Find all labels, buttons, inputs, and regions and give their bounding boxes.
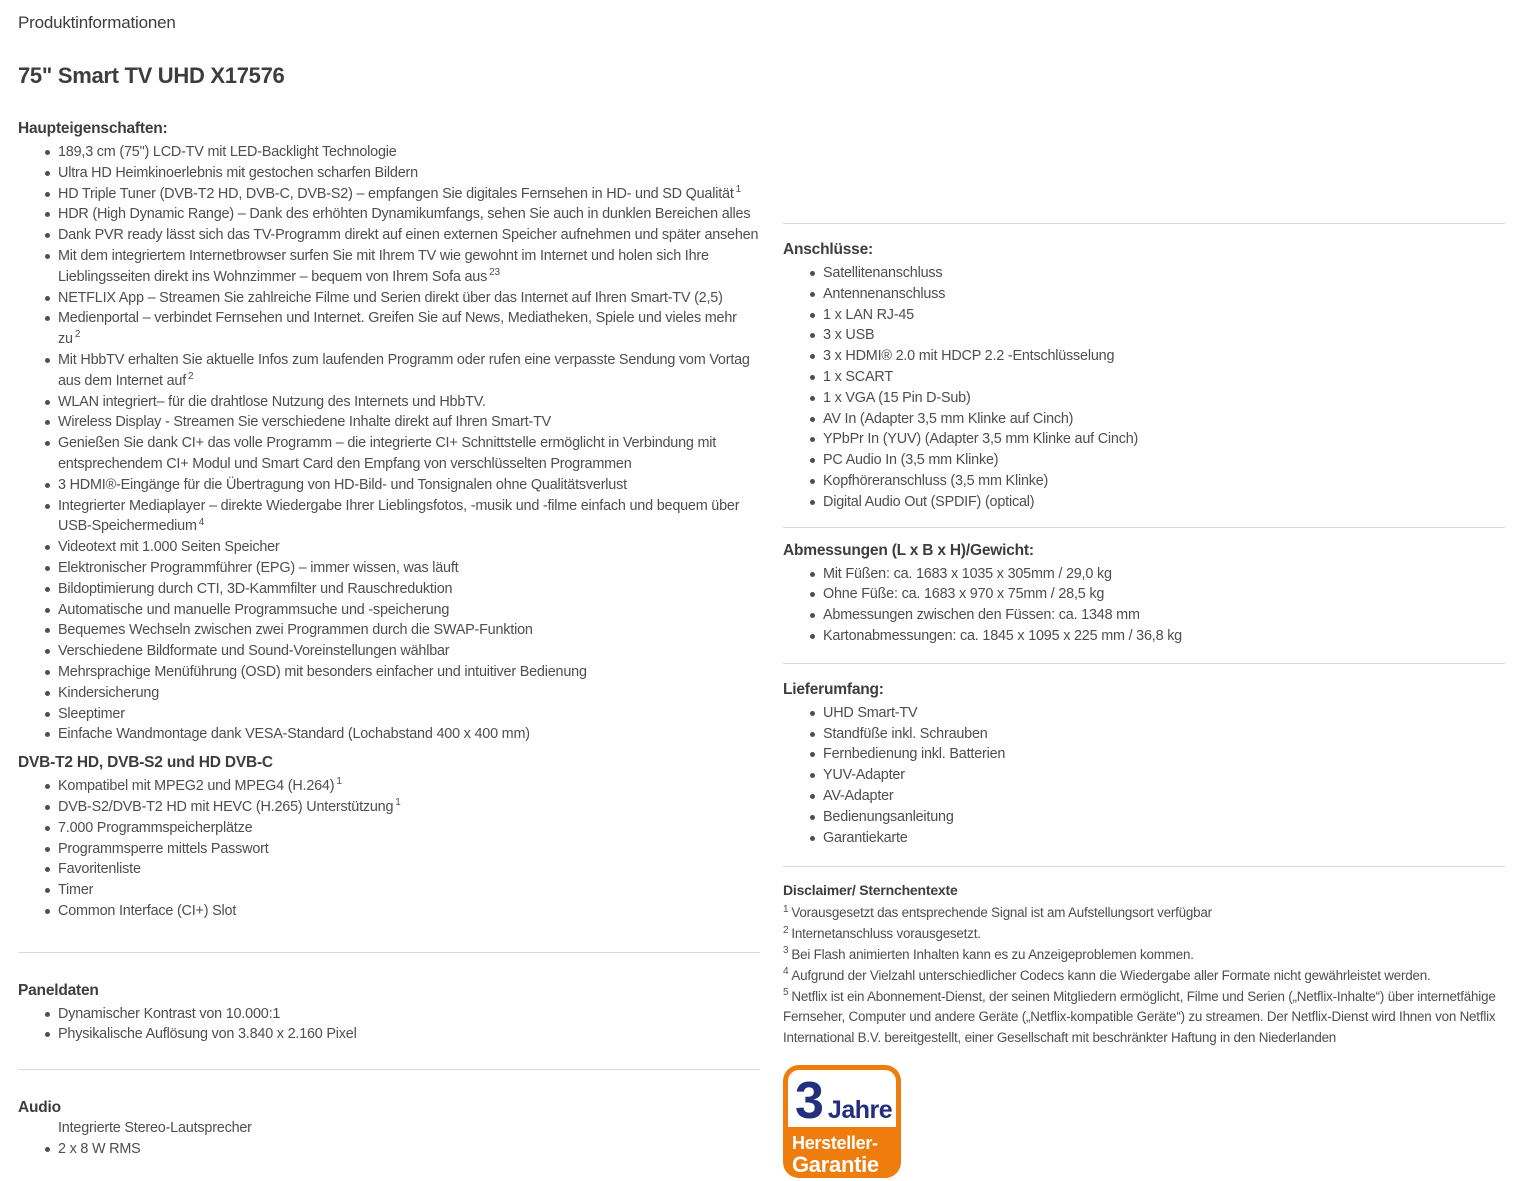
port-list-item: [823, 429, 1505, 450]
feature-list-item: [58, 288, 760, 309]
item-text: Kopfhöreranschluss (3,5 mm Klinke): [823, 472, 1049, 489]
item-text: YPbPr In (YUV) (Adapter 3,5 mm Klinke auf Cinch): [823, 431, 1139, 448]
feature-list-item: [58, 558, 760, 579]
paneldaten-list: [18, 1004, 760, 1046]
item-text: YUV-Adapter: [823, 767, 905, 784]
feature-list-item: [58, 184, 760, 205]
item-text: Timer: [58, 882, 94, 899]
abmessungen-list: [783, 564, 1505, 647]
item-text: Mit Füßen: ca. 1683 x 1035 x 305mm / 29,0 kg: [823, 565, 1112, 582]
item-text: Integrierter Mediaplayer – direkte Wiedergabe Ihrer Lieblingsfotos, -musik und -filme einfach und bequem über USB-Speichermedium: [58, 497, 740, 535]
lieferumfang-list: [783, 703, 1505, 849]
item-text: Genießen Sie dank CI+ das volle Programm – die integrierte CI+ Schnittstelle ermöglicht in Verbindung mit entsprechendem CI+ Modul und Smart Card den Empfang von verschlüsselten Programmen: [58, 435, 717, 472]
item-text: Programmsperre mittels Passwort: [58, 840, 269, 857]
scope-list-item: [823, 724, 1505, 745]
footnote-text: Bei Flash animierten Inhalten kann es zu Anzeigeproblemen kommen.: [791, 946, 1194, 962]
scope-list-item: [823, 765, 1505, 786]
feature-list-item: [58, 620, 760, 641]
section-title-paneldaten: Paneldaten: [18, 981, 99, 999]
feature-list-item: [58, 163, 760, 184]
section-title-lieferumfang: Lieferumfang:: [783, 680, 884, 698]
item-text: Digital Audio Out (SPDIF) (optical): [823, 493, 1035, 510]
section-title-haupteigenschaften: Haupteigenschaften:: [18, 120, 168, 137]
footnote-marker: 2: [188, 370, 194, 382]
item-text: Common Interface (CI+) Slot: [58, 902, 237, 919]
feature-list-item: [58, 579, 760, 600]
warranty-badge-bottom: [788, 1127, 896, 1176]
section-title-disclaimer: Disclaimer/ Sternchentexte: [783, 882, 958, 899]
item-text: 7.000 Programmspeicherplätze: [58, 819, 253, 836]
dvb-list-item: [58, 901, 760, 922]
footnote-number: 1: [783, 903, 789, 915]
feature-list-item: [58, 433, 760, 475]
feature-list-item: [58, 246, 760, 288]
item-text: Automatische und manuelle Programmsuche und -speicherung: [58, 601, 450, 618]
port-list-item: [823, 305, 1505, 326]
port-list-item: [823, 346, 1505, 367]
item-text: Kindersicherung: [58, 684, 159, 701]
port-list-item: [823, 450, 1505, 471]
scope-list-item: [823, 786, 1505, 807]
feature-list-item: [58, 496, 760, 538]
item-text: 1 x LAN RJ-45: [823, 306, 914, 323]
feature-list-item: [58, 683, 760, 704]
footnote-marker: 23: [489, 266, 500, 278]
footnote: [783, 945, 1505, 966]
footnotes: [783, 903, 1505, 1049]
port-list-item: [823, 367, 1505, 388]
item-text: Dynamischer Kontrast von 10.000:1: [58, 1005, 281, 1022]
port-list-item: [823, 492, 1505, 513]
item-text: PC Audio In (3,5 mm Klinke): [823, 452, 999, 469]
dimension-list-item: [823, 564, 1505, 585]
section-divider: [783, 223, 1505, 224]
item-text: Mit HbbTV erhalten Sie aktuelle Infos zum laufenden Programm oder rufen eine verpasste Sendung vom Vortag aus dem Internet auf: [58, 351, 750, 389]
port-list-item: [823, 325, 1505, 346]
feature-list-item: [58, 600, 760, 621]
scope-list-item: [823, 807, 1505, 828]
item-text: 1 x SCART: [823, 368, 893, 385]
feature-list-item: [58, 350, 760, 392]
footnote: [783, 903, 1505, 924]
item-text: Dank PVR ready lässt sich das TV-Programm direkt auf einen externen Speicher aufnehmen und später ansehen: [58, 227, 759, 244]
item-text: Kartonabmessungen: ca. 1845 x 1095 x 225 mm / 36,8 kg: [823, 627, 1182, 644]
port-list-item: [823, 409, 1505, 430]
feature-list-item: [58, 724, 760, 745]
item-text: Elektronischer Programmführer (EPG) – immer wissen, was läuft: [58, 559, 459, 576]
footnote-marker: 2: [74, 329, 81, 341]
item-text: HDR (High Dynamic Range) – Dank des erhöhten Dynamikumfangs, sehen Sie auch in dunklen Bereichen alles: [58, 206, 751, 223]
port-list-item: [823, 284, 1505, 305]
item-text: HD Triple Tuner (DVB-T2 HD, DVB-C, DVB-S2) – empfangen Sie digitales Fernsehen in HD- und SD Qualität: [58, 185, 734, 202]
item-text: Sleeptimer: [58, 705, 125, 722]
panel-list-item: [58, 1024, 760, 1045]
feature-list-item: [58, 142, 760, 163]
footnote-marker: 4: [198, 516, 205, 528]
section-divider: [783, 527, 1505, 528]
item-text: Satellitenanschluss: [823, 265, 943, 281]
warranty-badge: [783, 1065, 901, 1178]
dvb-list-item: [58, 839, 760, 860]
feature-list-item: [58, 704, 760, 725]
feature-list-item: [58, 475, 760, 496]
item-text: Wireless Display - Streamen Sie verschiedene Inhalte direkt auf Ihren Smart-TV: [58, 414, 552, 431]
section-title-abmessungen: Abmessungen (L x B x H)/Gewicht:: [783, 541, 1034, 559]
audio-intro: Integrierte Stereo-Lautsprecher: [58, 1120, 252, 1137]
warranty-line2: Garantie: [792, 1151, 879, 1177]
section-divider: [783, 866, 1505, 867]
item-text: Garantiekarte: [823, 829, 908, 846]
item-text: Ohne Füße: ca. 1683 x 970 x 75mm / 28,5 kg: [823, 586, 1105, 603]
dvb-list-item: [58, 776, 760, 797]
item-text: Bildoptimierung durch CTI, 3D-Kammfilter und Rauschreduktion: [58, 580, 453, 597]
item-text: Verschiedene Bildformate und Sound-Voreinstellungen wählbar: [58, 643, 450, 660]
item-text: Antennenanschluss: [823, 285, 946, 302]
feature-list-item: [58, 412, 760, 433]
footnote: [783, 966, 1505, 987]
footnote-marker: 1: [336, 776, 342, 788]
left-column: [18, 12, 760, 1160]
item-text: Mit dem integriertem Internetbrowser surfen Sie mit Ihrem TV wie gewohnt im Internet und holen sich Ihre Lieblingsseiten direkt ins Wohnzimmer – bequem von Ihrem Sofa aus: [58, 247, 709, 285]
footnote: [783, 987, 1505, 1049]
item-text: Favoritenliste: [58, 861, 141, 878]
item-text: Fernbedienung inkl. Batterien: [823, 746, 1006, 763]
footnote-number: 2: [783, 924, 789, 936]
footnote: [783, 924, 1505, 945]
item-text: Mehrsprachige Menüführung (OSD) mit besonders einfacher und intuitiver Bedienung: [58, 663, 587, 680]
item-text: WLAN integriert– für die drahtlose Nutzung des Internets und HbbTV.: [58, 393, 486, 410]
audio-list: [18, 1139, 760, 1160]
item-text: Bedienungsanleitung: [823, 808, 954, 825]
feature-list-item: [58, 662, 760, 683]
right-column: [783, 223, 1505, 1178]
product-title: 75" Smart TV UHD X17576: [18, 63, 285, 88]
item-text: 3 x USB: [823, 327, 875, 344]
item-text: AV In (Adapter 3,5 mm Klinke auf Cinch): [823, 410, 1074, 427]
footnote-marker: 1: [735, 183, 741, 195]
footnote-text: Netflix ist ein Abonnement-Dienst, der seinen Mitgliedern ermöglicht, Filme und Serien („Netflix-Inhalte“) über internetfähige Fernseher, Computer und andere Geräte („Netflix-kompatible Geräte“) zu streamen. Der Netflix-Dienst wird Ihnen von Netflix International B.V. bereitgestellt, einer Gesellschaft mit beschränkter Haftung in den Niederlanden: [783, 988, 1496, 1046]
footnote-text: Aufgrund der Vielzahl unterschiedlicher Codecs kann die Wiedergabe aller Formate nicht gewährleistet werden.: [791, 967, 1431, 983]
feature-list-item: [58, 204, 760, 225]
section-divider: [783, 663, 1505, 664]
footnote-number: 5: [783, 987, 789, 999]
dvb-list-item: [58, 859, 760, 880]
item-text: NETFLIX App – Streamen Sie zahlreiche Filme und Serien direkt über das Internet auf Ihren Smart-TV (2,5): [58, 289, 723, 306]
item-text: 3 x HDMI® 2.0 mit HDCP 2.2 -Entschlüsselung: [823, 348, 1115, 365]
audio-list-item: [58, 1139, 760, 1160]
section-divider: [18, 1069, 760, 1070]
item-text: Bequemes Wechseln zwischen zwei Programmen durch die SWAP-Funktion: [58, 622, 533, 639]
page-title: Produktinformationen: [18, 13, 176, 32]
section-title-audio: Audio: [18, 1099, 61, 1117]
dimension-list-item: [823, 626, 1505, 647]
item-text: Abmessungen zwischen den Füssen: ca. 1348 mm: [823, 607, 1140, 624]
item-text: Medienportal – verbindet Fernsehen und Internet. Greifen Sie auf News, Mediatheken, Spiele und vieles mehr zu: [58, 310, 737, 348]
warranty-years-label: Jahre: [827, 1095, 893, 1124]
item-text: UHD Smart-TV: [823, 704, 918, 721]
port-list-item: [823, 263, 1505, 284]
item-text: AV-Adapter: [823, 787, 894, 804]
item-text: Einfache Wandmontage dank VESA-Standard (Lochabstand 400 x 400 mm): [58, 726, 530, 743]
footnote-text: Internetanschluss vorausgesetzt.: [791, 926, 981, 942]
footnote-number: 4: [783, 966, 789, 978]
scope-list-item: [823, 703, 1505, 724]
scope-list-item: [823, 744, 1505, 765]
feature-list-item: [58, 392, 760, 413]
footnote-number: 3: [783, 945, 789, 957]
scope-list-item: [823, 828, 1505, 849]
footnote-marker: 1: [395, 797, 401, 809]
dvb-list-item: [58, 797, 760, 818]
feature-list-item: [58, 641, 760, 662]
item-text: Physikalische Auflösung von 3.840 x 2.160 Pixel: [58, 1026, 357, 1043]
warranty-badge-top: [788, 1070, 896, 1130]
dimension-list-item: [823, 584, 1505, 605]
item-text: 1 x VGA (15 Pin D-Sub): [823, 389, 971, 406]
footnote-text: Vorausgesetzt das entsprechende Signal ist am Aufstellungsort verfügbar: [791, 905, 1212, 921]
anschluesse-list: [783, 263, 1505, 513]
item-text: Ultra HD Heimkinoerlebnis mit gestochen scharfen Bildern: [58, 164, 418, 181]
panel-list-item: [58, 1004, 760, 1025]
item-text: Kompatibel mit MPEG2 und MPEG4 (H.264): [58, 778, 335, 795]
feature-list-item: [58, 308, 760, 350]
warranty-years: 3: [795, 1071, 822, 1130]
item-text: 3 HDMI®-Eingänge für die Übertragung von HD-Bild- und Tonsignalen ohne Qualitätsverlust: [58, 476, 627, 493]
dvb-list-item: [58, 818, 760, 839]
feature-list-item: [58, 225, 760, 246]
item-text: Standfüße inkl. Schrauben: [823, 725, 988, 742]
item-text: 189,3 cm (75") LCD-TV mit LED-Backlight Technologie: [58, 144, 397, 160]
haupteigenschaften-list: [18, 142, 760, 745]
section-title-dvb: DVB-T2 HD, DVB-S2 und HD DVB-C: [18, 754, 273, 772]
item-text: DVB-S2/DVB-T2 HD mit HEVC (H.265) Unterstützung: [58, 798, 394, 815]
port-list-item: [823, 388, 1505, 409]
dvb-list-item: [58, 880, 760, 901]
dvb-list: [18, 776, 760, 922]
section-title-anschluesse: Anschlüsse:: [783, 241, 873, 258]
warranty-line1: Hersteller-: [792, 1132, 878, 1153]
port-list-item: [823, 471, 1505, 492]
feature-list-item: [58, 537, 760, 558]
item-text: Videotext mit 1.000 Seiten Speicher: [58, 539, 280, 556]
section-divider: [18, 952, 760, 953]
dimension-list-item: [823, 605, 1505, 626]
item-text: 2 x 8 W RMS: [58, 1141, 141, 1158]
